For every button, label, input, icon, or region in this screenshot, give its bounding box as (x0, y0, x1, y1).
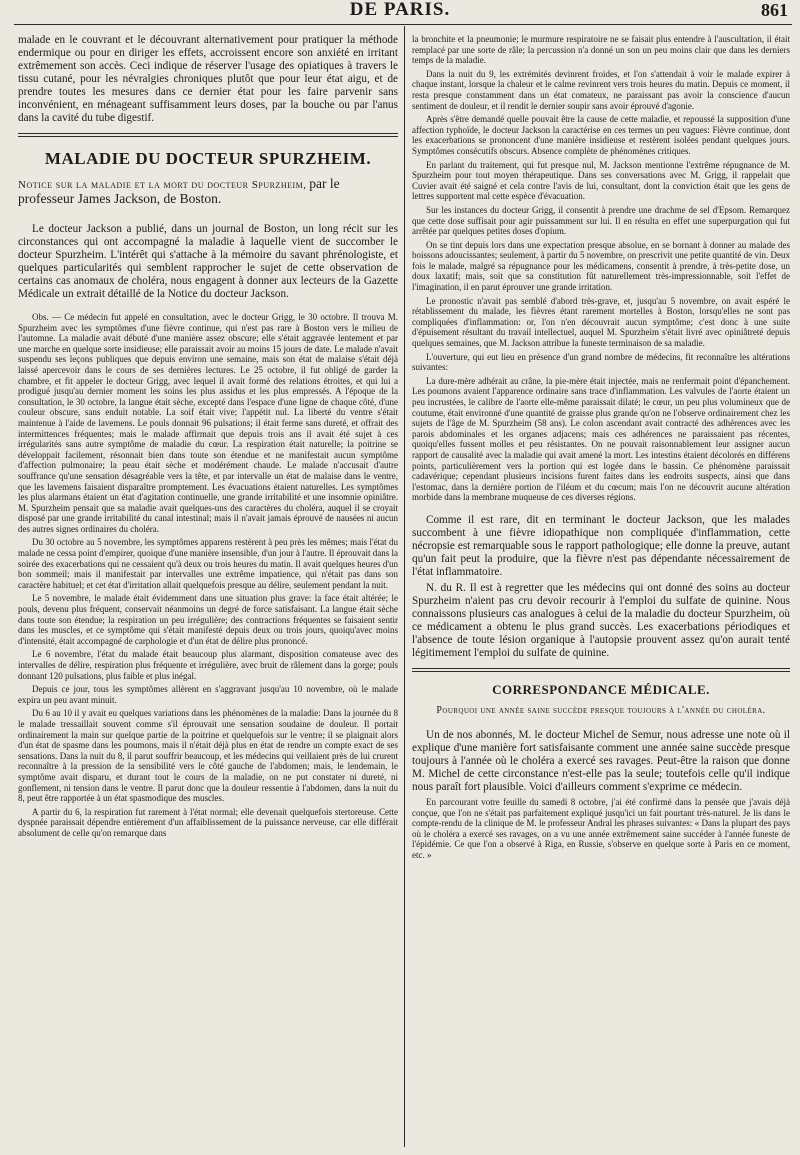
article-subtitle-caps: Notice sur la maladie et la mort du docteur Spurzheim, (18, 179, 307, 191)
section-rule (412, 668, 790, 672)
section-rule (18, 133, 398, 137)
editor-note: N. du R. Il est à regretter que les médecins qui ont donné des soins au docteur Spurzheim n'aient pas cru devoir recourir à l'emploi du sulfate de quinine. Nous connaissons plusieurs cas analogues à celui de la maladie du docteur Spurzheim, où ce médicament a obtenu le plus grand succès. Les exacerbations périodiques et l'absence de toute lésion organique à l'autopsie prouvent assez qu'on aurait tenté légitimement l'emploi du sulfate de quinine. (412, 581, 790, 659)
body-paragraph: En parlant du traitement, qui fut presque nul, M. Jackson mentionne l'extrême répugnance de M. Spurzheim pour tout moyen thérapeutique. Dans ses conversations avec M. Grigg, il rappelait que Cuvier avait été saigné et cela contre l'avis de lui, consultant, dont la conviction était que les gens de lettres supportent mal cette espèce d'évacuation. (412, 159, 790, 202)
autopsy-paragraph: La dure-mère adhérait au crâne, la pie-mère était injectée, mais ne renfermait point d'épanchement. Les poumons avaient l'apparence ordinaire sans trace d'inflammation. Les valvules de l'aorte étaient un peu incrustées, le calibre de l'aorte elle-même paraissait dilaté; le cœur, un peu plus volumineux que de coutume, était environné d'une quantité de graisse plus grande qu'on ne l'observe ordinairement chez les sujets de l'âge de M. Spurzheim (58 ans). Le colon ascendant avait contracté des adhérences avec les parois abdominales et les organes adjacens; mais ces adhérences ne paraissaient pas récentes, quoiqu'elles fussent molles et peu résistantes. On ne pouvait raisonnablement leur assigner aucun rapport de causalité avec la maladie qui avait amené la mort. Les intestins étaient décolorés en différens points, particulièrement vers la portion qui est logée dans le bassin. Ce phénomène paraissait cadavérique; cependant plusieurs incisions furent faites dans les endroits suspects, ainsi que dans l'estomac, dans la dernière portion de l'iléum et du cœcum; mais l'on ne découvrit aucune altération morbide dans la membrane muqueuse de ces diverses régions. (412, 375, 790, 503)
article-subtitle (18, 177, 398, 207)
body-paragraph: Sur les instances du docteur Grigg, il consentit à prendre une drachme de sel d'Epsom. Remarquez que cette dose suffisait pour agir puissamment sur lui. Il en résulta en effet une superpurgation qui fut arrêtée par quelques petites doses d'opium. (412, 204, 790, 237)
body-paragraph: Après s'être demandé quelle pouvait être la cause de cette maladie, et repoussé la supposition d'une affection typhoïde, le docteur Jackson la caractérise en ces termes un peu vagues: Fièvre continue, dont les exacerbations se prononcent d'une manière insidieuse et restèrent isolées pendant quelques jours. Symptômes consécutifs obscurs. Absence complète de phénomènes critiques. (412, 114, 790, 156)
body-paragraph: Le 5 novembre, le malade était évidemment dans une situation plus grave: la face était altérée; le pouls, devenu plus fréquent, conservait néanmoins un degré de force satisfaisant. La langue était sèche dans toute son étendue; la respiration un peu irrégulière; des contractions fréquentes se faisaient sentir dans les muscles, et ce symptôme qui s'était manifesté depuis deux ou trois jours, quoiqu'avec moins d'intensité, était accompagné de carphologie et d'un état de délire plus prononcé. (18, 593, 398, 646)
article-subtitle-author: par le professeur James Jackson, de Boston. (18, 176, 340, 206)
observation-paragraph: Obs. — Ce médecin fut appelé en consultation, avec le docteur Grigg, le 30 octobre. Il trouva M. Spurzheim avec les symptômes d'une fièvre continue, qui n'est pas rare à Boston vers le milieu de l'automne. La maladie avait débuté d'une manière assez obscure; elle s'était aggravée lentement et par une marche en quelque sorte insidieuse; elle paraissait avoir au moins 15 jours de date. Le malade n'avait suspendu ses leçons publiques que depuis environ une semaine, mais son état de malaise s'était déjà laissé apercevoir dans le cours de ses dernières lectures. Le 25 octobre, il fut obligé de garder la chambre, et fit appeler le docteur Grigg, avec lequel il avait formé des relations étroites, et qui lui a prodigué jusqu'au dernier moment les soins les plus assidus et les plus empressés. A l'époque de la consultation, le 30 octobre, la langue était sèche, excepté dans l'espace d'une ligne de chaque côté, d'une couleur obscure, sans enduit notable. La soif était vive; l'appétit nul. La liberté du ventre s'était maintenue à l'aide de lavemens. Le pouls donnait 96 pulsations; il était ferme sans dureté, et offrait des intermittences fréquentes; mais le malade affirmait que depuis trois ans il avait été sujet à ces irrégularités sans autre symptôme de maladie du cœur. La respiration était naturelle; la poitrine se développait facilement, résonnait bien dans toute son étendue et ne manifestait aucun symptôme d'affection pulmonaire; la peau était sèche et modérément chaude. Le malade n'accusait d'autre souffrance qu'une sensation désagréable vers la tête, et par intervalle un état de malaise dans le ventre, que les lavemens faisaient disparaître promptement. Les évacuations étaient naturelles. Les symptômes les plus alarmans étaient un état d'agitation continuelle, une grande irritabilité et une insomnie opiniâtre. M. Spurzheim pensait que sa maladie avait quelques-uns des caractères du choléra, auquel il se croyait disposé par une grande irritabilité du canal intestinal; mais il n'avait jamais éprouvé de nausées ni aucun des autres signes ordinaires du choléra. (18, 312, 398, 534)
body-paragraph: Le 6 novembre, l'état du malade était beaucoup plus alarmant, disposition comateuse avec des intervalles de délire, respiration plus fréquente et irrégulière, avec bruit de râlement dans la gorge; pouls donnant 120 pulsations, plus faible et plus inégal. (18, 649, 398, 681)
letter-intro: Un de nos abonnés, M. le docteur Michel de Semur, nous adresse une note où il explique d'une manière fort satisfaisante comment une année saine succède presque toujours à l'année où le choléra a exercé ses ravages. Peut-être la raison que donne M. Michel de cette circonstance n'est-elle pas la seule; toutefois celle qu'il indique nous paraît fort plausible. Voici d'ailleurs comment s'exprime ce médecin. (412, 728, 790, 793)
body-paragraph: On se tint depuis lors dans une expectation presque absolue, en se bornant à donner au malade des boissons adoucissantes; seulement, à partir du 5 novembre, on prescrivit une petite quantité de vin. Deux fois le malade, malgré sa répugnance pour les médicamens, consentit à prendre, à très-petite dose, un doux laxatif; mais, soit que sa constitution fût naturellement très-impressionnable, soit l'effet de l'imagination, il en parut éprouver une grande irritation. (412, 239, 790, 293)
page-header (0, 0, 800, 26)
body-paragraph: L'ouverture, qui eut lieu en présence d'un grand nombre de médecins, fit reconnaître les altérations suivantes: (412, 351, 790, 373)
body-paragraph: A partir du 6, la respiration fut rarement à l'état normal; elle devenait quelquefois stertoreuse. Cette dyspnée paraissait dépendre entièrement d'un affaiblissement de la puissance nerveuse, car elle différait absolument de celle qu'on remarque dans (18, 806, 398, 838)
left-column (18, 34, 398, 1143)
intro-paragraph: Le docteur Jackson a publié, dans un journal de Boston, un long récit sur les circonstances qui ont accompagné la maladie à laquelle vient de succomber le docteur Spurzheim. L'intérêt qui s'attache à la mémoire du savant phrénologiste, et quelques particularités qui semblent rapprocher le sujet de cette observation de certains cas anomaux de choléra, nous engagent à donner aux lecteurs de la Gazette Médicale un extrait détaillé de la Notice du docteur Jackson. (18, 223, 398, 300)
column-divider (404, 26, 405, 1147)
right-column (412, 34, 790, 1143)
article-title: MALADIE DU DOCTEUR SPURZHEIM. (44, 149, 372, 168)
body-paragraph: Du 30 octobre au 5 novembre, les symptômes apparens restèrent à peu près les mêmes; mais l'état du malade ne cessa point d'empirer, quoique d'une manière insensible, d'un jour à l'autre. Il éprouvait dans la soirée des exacerbations qui ne cessaient qu'à deux ou trois heures du matin. Il avait quelques heures d'un bon sommeil; mais il manifestait par intervalles une extrême impatience, qui n'était pas dans son caractère habituel; et cet état d'irritation allait quelquefois presque au délire, seulement pendant la nuit. (18, 537, 398, 590)
body-paragraph: la bronchite et la pneumonie; le murmure respiratoire ne se faisait plus entendre à l'auscultation, il était remplacé par une sorte de râle; la percussion n'a donné un son un peu moins clair que dans les derniers temps de la maladie. (412, 34, 790, 66)
correspondence-question: Pourquoi une année saine succède presque toujours à l'année du choléra. (436, 704, 766, 716)
conclusion-paragraph: Comme il est rare, dit en terminant le docteur Jackson, que les malades succombent à une fièvre idiopathique non compliquée d'inflammation, cette nécropsie est remarquable sous le rapport pathologique; elle donne la preuve, autant qu'un fait peut la produire, que la fièvre n'est pas dépendante nécessairement de l'état inflammatoire. (412, 513, 790, 578)
page-number: 861 (761, 0, 788, 20)
body-paragraph: Dans la nuit du 9, les extrémités devinrent froides, et l'on s'attendait à voir le malade expirer à chaque instant, lorsque la chaleur et le calme revinrent vers trois heures du matin. Depuis ce moment, il resta presque constamment dans un état comateux, ne paraissant pas avoir la conscience d'aucun sentiment de douleur, et il rendit le dernier soupir sans avoir éprouvé d'agonie. (412, 68, 790, 111)
carryover-paragraph: malade en le couvrant et le découvrant alternativement pour pratiquer la méthode endermique ou pour en diriger les effets, accroissent encore son anxiété en irritant extrêmement son accès. Ceci indique de réserver l'usage des opiatiques à travers le tissu cutané, pour les névralgies chroniques plutôt que pour leur état aigu, et de prendre toutes les mesures dans ce dernier état pour les faire parvenir sans inconvénient, en ménageant suffisamment leurs doses, par la bouche ou par l'anus dans la cavité du tube digestif. (18, 34, 398, 124)
body-paragraph: Depuis ce jour, tous les symptômes allèrent en s'aggravant jusqu'au 10 novembre, où le malade expira un peu avant minuit. (18, 684, 398, 705)
running-title: DE PARIS. (349, 0, 451, 20)
body-paragraph: Le pronostic n'avait pas semblé d'abord très-grave, et, jusqu'au 5 novembre, on avait espéré le rétablissement du malade, les fièvres étant rarement mortelles à Boston, lorsqu'elles ne sont pas compliquées d'inflammation: or, l'on n'en découvrait aucun symptôme; c'est donc à une suite d'épuisement résultant du travail intellectuel, auquel M. Spurzheim s'était livré avec opiniâtreté depuis quelques semaines, que M. Jackson attribue la funeste terminaison de sa maladie. (412, 295, 790, 349)
body-paragraph: Du 6 au 10 il y avait eu quelques variations dans les phénomènes de la maladie: Dans la journée du 8 le malade tressaillait souvent comme s'il éprouvait une sensation soudaine de douleur. Il portait ordinairement la main sur quelque partie de la poitrine et quelquefois sur le ventre; il se plaignait alors d'un état de spasme dans les poumons, mais il n'était déjà plus en état de rendre un compte exact de ses sensations. Dans la nuit du 8, il parut souffrir beaucoup, et les médecins qui veillaient près de lui crurent reconnaître à la pression de la sensibilité vers le côté gauche de l'abdomen; mais, le lendemain, le symptôme avait disparu, et durant tout le cours de la maladie, on ne put constater ni dureté, ni gonflement, ni tension dans le ventre. Il parut donc que la douleur ressentie à l'abdomen, dans la nuit du 8, peut être rapportée à un état spasmodique des muscles. (18, 708, 398, 804)
letter-body: En parcourant votre feuille du samedi 8 octobre, j'ai été confirmé dans la pensée que j'avais déjà conçue, que l'on ne s'était pas parfaitement expliqué jusqu'ici un fait pourtant très-naturel. Je lis dans le compte-rendu de la clinique de M. le professeur Andral les phrases suivantes: « Dans la plupart des pays où le choléra a exercé ses ravages, on a vu une année extrêmement saine succéder à l'année funeste de l'épidémie. Ce que l'on a observé à Riga, en Russie, s'observe en quelque sorte à Paris en ce moment, etc. » (412, 796, 790, 860)
section-title: CORRESPONDANCE MÉDICALE. (492, 681, 710, 697)
header-rule (14, 24, 792, 25)
